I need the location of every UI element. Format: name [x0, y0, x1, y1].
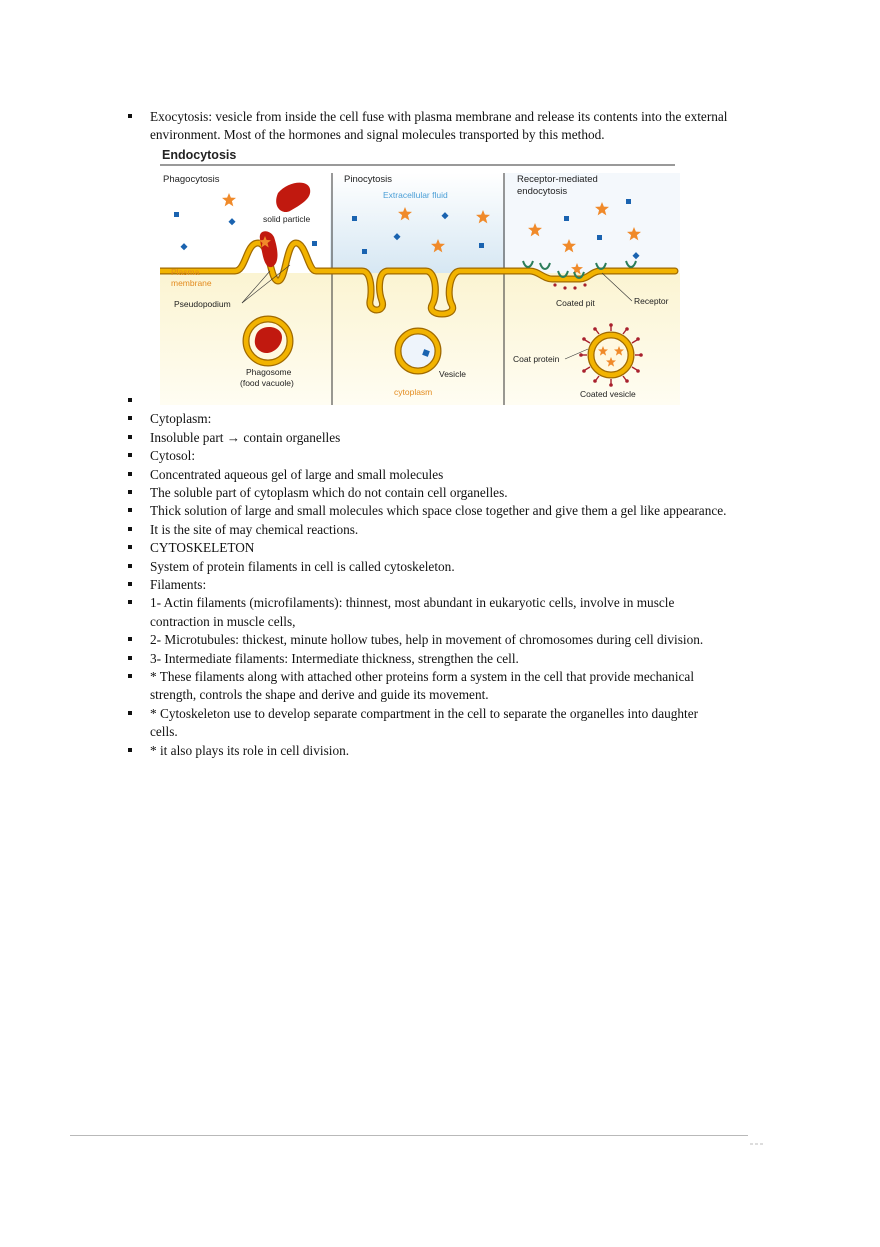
bullet-text: CYTOSKELETON	[150, 540, 255, 556]
bullet-mark	[128, 416, 132, 420]
label-membrane: membrane	[171, 278, 212, 288]
footer-rule	[70, 1135, 748, 1136]
footer-mark	[750, 1132, 772, 1137]
bullet-text: Thick solution of large and small molecules which space close together and give them a gel like appearance.	[150, 503, 727, 519]
molecule	[180, 243, 187, 250]
bullet-mark	[128, 674, 132, 678]
bullet-item	[128, 539, 728, 557]
molecule	[228, 218, 235, 225]
bullet-item	[128, 447, 728, 465]
label-vesicle: Vesicle	[439, 369, 466, 379]
bullet-mark	[128, 656, 132, 660]
bullet-mark	[128, 508, 132, 512]
molecule	[564, 216, 569, 221]
molecule	[479, 243, 484, 248]
coat-protein	[563, 286, 566, 289]
bullet-mark	[128, 582, 132, 586]
bullet-mark	[128, 398, 132, 402]
bullet-item	[128, 392, 728, 410]
bullet-text: It is the site of may chemical reactions.	[150, 521, 359, 537]
label-coated-vesicle: Coated vesicle	[580, 389, 636, 399]
coat-protein	[573, 286, 576, 289]
bullet-item	[128, 650, 728, 668]
bullet-text: 2- Microtubules: thickest, minute hollow tubes, help in movement of chromosomes during cell division.	[150, 632, 704, 648]
molecule	[362, 249, 367, 254]
bullet-item	[128, 410, 728, 428]
bullet-item	[128, 631, 728, 649]
label-extracellular-fluid: Extracellular fluid	[383, 190, 448, 200]
bullet-text: Exocytosis: vesicle from inside the cell fuse with plasma membrane and release its contents into the external environment. Most of the hormones and signal molecules transported by this method.	[150, 109, 728, 143]
figure-title: Endocytosis	[162, 148, 237, 162]
bullet-mark	[128, 748, 132, 752]
bullet-text: * Cytoskeleton use to develop separate compartment in the cell to separate the organelles into daughter cells.	[150, 705, 699, 740]
bullet-mark	[128, 453, 132, 457]
molecule	[352, 216, 357, 221]
section-receptor-mediated: Receptor-mediated	[517, 174, 598, 185]
molecule	[312, 241, 317, 246]
label-receptor: Receptor	[634, 296, 669, 306]
bullet-mark	[128, 711, 132, 715]
label-cytoplasm: cytoplasm	[394, 387, 433, 397]
bullet-item	[128, 484, 728, 502]
label-pseudopodium: Pseudopodium	[174, 299, 231, 309]
bullet-mark	[128, 472, 132, 476]
bullet-item	[128, 594, 728, 631]
bullet-text: 3- Intermediate filaments: Intermediate thickness, strengthen the cell.	[150, 650, 519, 666]
endocytosis-diagram	[160, 145, 680, 405]
bullet-text: Insoluble part → contain organelles	[150, 429, 341, 445]
section-endocytosis: endocytosis	[517, 186, 568, 197]
main-bullet-list	[128, 392, 728, 760]
molecule	[174, 212, 179, 217]
signal-star	[222, 193, 236, 206]
label-food-vacuole: (food vacuole)	[240, 378, 294, 388]
bullet-text: Cytoplasm:	[150, 411, 212, 427]
bullet-text: 1- Actin filaments (microfilaments): thinnest, most abundant in eukaryotic cells, involve in muscle contraction in muscle cells,	[150, 595, 675, 629]
bullet-item	[128, 502, 728, 520]
bullet-item	[128, 429, 728, 447]
molecule	[597, 235, 602, 240]
bullet-mark	[128, 637, 132, 641]
bullet-text: Filaments:	[150, 577, 207, 593]
bullet-mark	[128, 490, 132, 494]
bullet-item	[128, 521, 728, 539]
bullet-mark	[128, 545, 132, 549]
coat-protein	[553, 283, 556, 286]
bullet-text: * These filaments along with attached other proteins form a system in the cell that provide mechanical strength, controls the shape and derive and guide its movement.	[150, 669, 695, 703]
bullet-item	[128, 558, 728, 576]
bullet-text: System of protein filaments in cell is called cytoskeleton.	[150, 558, 455, 574]
bullet-mark	[128, 600, 132, 604]
bullet-text: * it also plays its role in cell division.	[150, 742, 350, 758]
extracellular-region	[330, 173, 505, 273]
bullet-text: The soluble part of cytoplasm which do not contain cell organelles.	[150, 485, 508, 501]
bullet-item	[128, 668, 728, 705]
molecule	[626, 199, 631, 204]
label-phagosome: Phagosome	[246, 367, 292, 377]
bullet-text: Concentrated aqueous gel of large and small molecules	[150, 466, 444, 482]
bullet-item	[128, 576, 728, 594]
coat-protein	[583, 283, 586, 286]
bullet-text: Cytosol:	[150, 448, 196, 464]
label-plasma: Plasma	[171, 267, 200, 277]
bullet-item	[128, 742, 728, 760]
label-coated-pit: Coated pit	[556, 298, 595, 308]
section-phagocytosis: Phagocytosis	[163, 174, 220, 185]
bullet-mark	[128, 564, 132, 568]
section-pinocytosis: Pinocytosis	[344, 174, 393, 185]
bullet-mark	[128, 435, 132, 439]
bullet-mark	[128, 527, 132, 531]
label-solid-particle: solid particle	[263, 214, 311, 224]
label-coat-protein: Coat protein	[513, 354, 560, 364]
bullet-mark	[128, 114, 132, 118]
bullet-item	[128, 108, 728, 145]
intro-bullet-list	[128, 108, 728, 145]
bullet-item	[128, 705, 728, 742]
engulfed-particle	[260, 231, 278, 267]
bullet-item	[128, 466, 728, 484]
solid-particle	[276, 183, 310, 212]
